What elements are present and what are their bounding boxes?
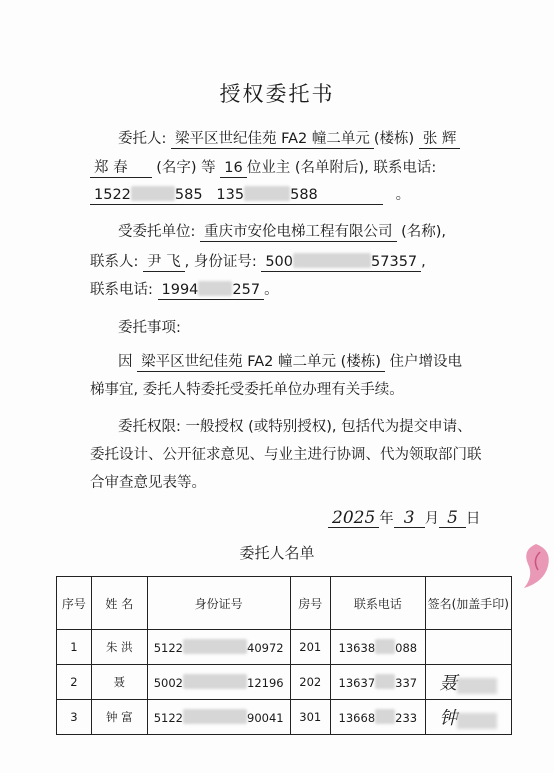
agent-phone [158,281,265,300]
cell-id [147,630,290,665]
table-row [57,665,512,700]
cell-signature [425,700,511,735]
agent-line-3 [90,278,279,300]
phone-2-redaction [244,186,290,201]
contact-label: 联系人: [90,254,143,270]
cell-room: 301 [290,700,331,735]
cell-name: 聂 [91,665,147,700]
phone-start: 13668 [338,711,376,725]
agent-phone-label: 联系电话: [90,282,158,298]
table-row [57,630,512,665]
contact-id [261,253,421,272]
id-redaction [183,674,247,689]
id-label: , 身份证号: [184,254,262,270]
table-row [57,700,512,735]
phone-start: 13637 [338,676,376,690]
principal-label: 委托人: [118,131,171,147]
handwritten-signature: 聂 [439,673,458,694]
header-id: 身份证号 [147,577,290,630]
id-end: 40972 [247,641,284,655]
matters-address: 梁平区世纪佳苑 FA2 幢二单元 (楼栋) [137,353,385,372]
authority-line-2: 委托设计、公开征求意见、与业主进行协调、代为领取部门联 [90,447,482,463]
signature-redaction [457,678,497,694]
owner-count-suffix: 位业主 (名单附后), 联系电话: [246,160,437,176]
phone-2-start: 135 [216,187,245,203]
cell-signature [425,665,511,700]
agent-phone-end: 257 [232,282,261,298]
cell-room: 201 [290,630,331,665]
cell-phone [331,630,426,665]
cell-phone [331,665,426,700]
matters-heading: 委托事项: [118,320,181,336]
document-title: 授权委托书 [219,82,335,106]
agent-phone-period: 。 [264,282,279,298]
phone-redaction [375,639,395,654]
phone-redaction [375,709,395,724]
phone-period: 。 [395,187,411,203]
date-month: 3 [394,509,425,528]
agent-company: 重庆市安伦电梯工程有限公司 [200,223,397,242]
agent-company-suffix: (名称), [401,224,447,240]
matters-prefix: 因 [118,354,138,370]
id-end: 12196 [247,676,284,690]
cell-signature [425,630,511,665]
authority-line-1: 委托权限: 一般授权 (或特别授权), 包括代为提交申请、 [118,419,472,435]
id-redaction [293,253,371,268]
agent-line-1 [118,220,446,242]
principal-line-2 [90,156,436,178]
phone-end: 233 [395,711,418,725]
building-suffix: (楼栋) [373,131,415,147]
principal-phones [90,186,383,205]
principal-line-1 [118,127,460,149]
cell-name: 钟 富 [91,700,147,735]
phone-end: 337 [395,676,418,690]
id-redaction [183,709,247,724]
phone-start: 13638 [338,641,376,655]
cell-room: 202 [290,665,331,700]
id-redaction [183,639,247,654]
table-header-row [57,577,512,630]
cell-name: 朱 洪 [91,630,147,665]
date-day-label: 日 [465,511,481,527]
id-end: 57357 [371,254,418,270]
cell-no: 3 [57,700,92,735]
header-signature: 签名(加盖手印) [425,577,511,630]
phone-1-start: 1522 [94,187,131,203]
handwritten-signature: 钟 [439,708,458,729]
id-start: 5002 [153,676,183,690]
phone-end: 088 [395,641,418,655]
cell-no: 1 [57,630,92,665]
date-day: 5 [439,509,466,528]
header-phone: 联系电话 [331,577,426,630]
signature-redaction [457,713,497,729]
principal-list-title: 委托人名单 [239,544,315,562]
signing-date [328,507,480,528]
matters-line-2: 梯事宜, 委托人特委托受委托单位办理有关手续。 [90,382,404,398]
principal-table [56,576,512,735]
principal-name-1: 张 辉 [419,130,461,149]
id-start: 500 [265,254,294,270]
agent-phone-start: 1994 [161,282,199,298]
contact-name: 尹 飞 [143,253,185,272]
agent-phone-redaction [198,281,232,296]
authority-line-3: 合审查意见表等。 [90,475,206,491]
matters-line-1-end: 住户增设电 [384,354,463,370]
principal-address: 梁平区世纪佳苑 FA2 幢二单元 [171,130,374,149]
phone-1-end: 585 [174,187,203,203]
date-year: 2025 [328,509,379,528]
cell-phone [331,700,426,735]
cell-id [147,665,290,700]
phone-1-redaction [131,186,175,201]
id-comma: , [421,254,426,270]
cell-id [147,700,290,735]
name-count-prefix: (名字) 等 [156,160,216,176]
agent-label: 受委托单位: [118,224,200,240]
owner-count: 16 [220,159,246,178]
date-year-label: 年 [379,511,394,527]
id-end: 90041 [247,711,284,725]
id-start: 5122 [153,711,183,725]
principal-name-2: 郑 春 [90,159,152,178]
cell-no: 2 [57,665,92,700]
header-name: 姓 名 [91,577,147,630]
date-month-label: 月 [424,511,440,527]
principal-line-3 [90,183,410,205]
id-start: 5122 [153,641,183,655]
phone-2-end: 588 [290,187,318,203]
agent-line-2 [90,250,426,272]
header-no: 序号 [57,577,92,630]
phone-redaction [375,674,395,689]
matters-line-1 [118,350,462,372]
header-room: 房号 [290,577,331,630]
